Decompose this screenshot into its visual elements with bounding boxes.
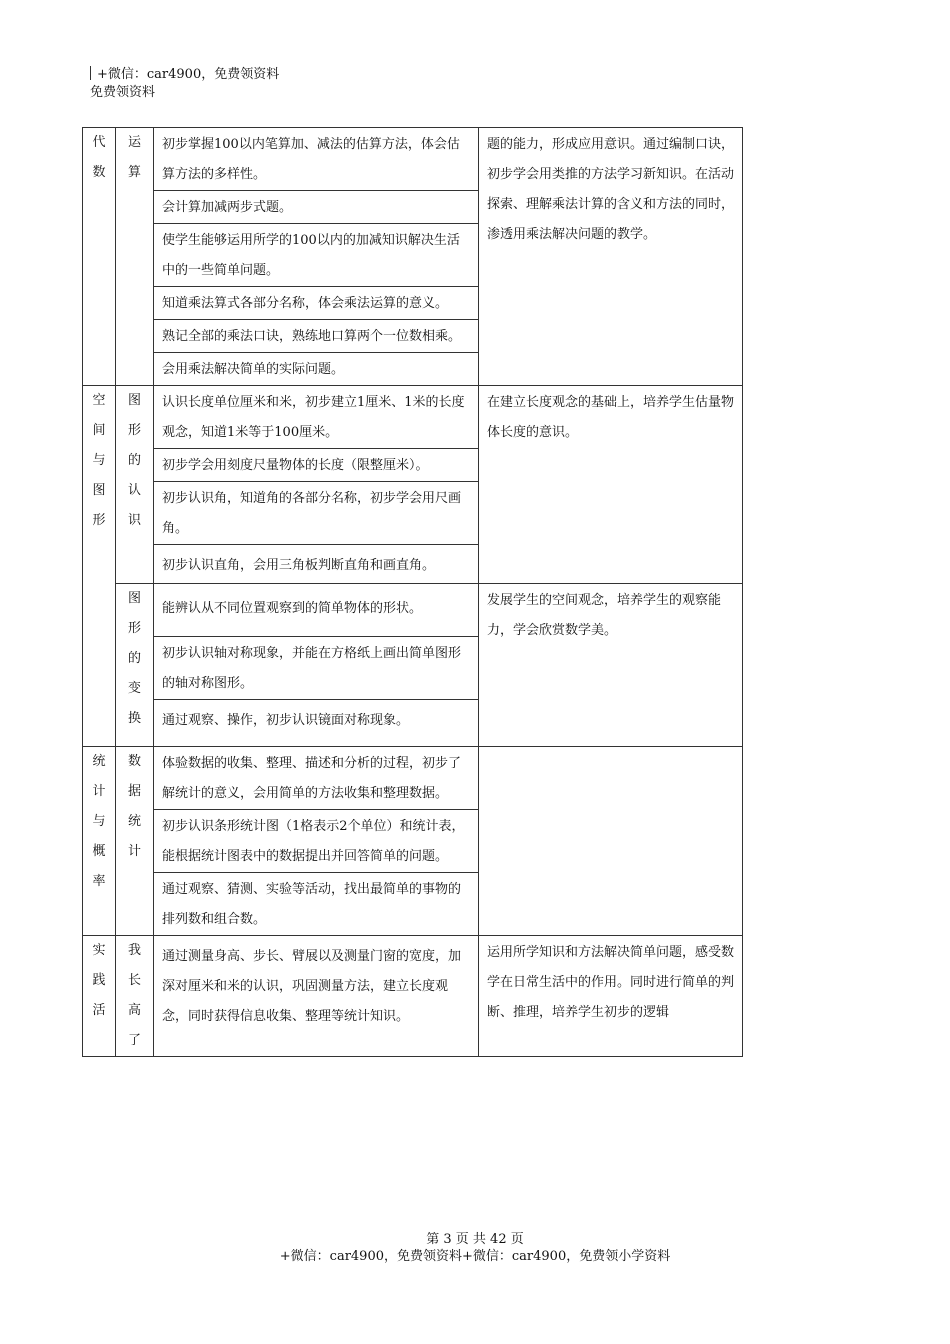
page-header: [90, 66, 279, 102]
content-cell: 初步学会用刻度尺量物体的长度（限整厘米）。: [154, 449, 479, 482]
content-cell: 认识长度单位厘米和米，初步建立1厘米、1米的长度观念，知道1米等于100厘米。: [154, 386, 479, 449]
content-cell: 初步掌握100以内笔算加、减法的估算方法，体会估算方法的多样性。: [154, 128, 479, 191]
subcategory-cell: 运算: [116, 128, 154, 386]
category-cell: 空间与图形: [83, 386, 116, 747]
content-cell: 初步认识轴对称现象，并能在方格纸上画出简单图形的轴对称图形。: [154, 637, 479, 700]
subcategory-cell: 数据统计: [116, 747, 154, 936]
goal-cell: 运用所学知识和方法解决简单问题，感受数学在日常生活中的作用。同时进行简单的判断、推理，培养学生初步的逻辑: [479, 936, 743, 1057]
table-row: [83, 747, 743, 810]
table-row: [83, 936, 743, 1057]
content-cell: 会用乘法解决简单的实际问题。: [154, 353, 479, 386]
goal-cell: [479, 747, 743, 936]
subcategory-cell: 图形的认识: [116, 386, 154, 584]
content-cell: 初步认识角，知道角的各部分名称，初步学会用尺画角。: [154, 482, 479, 545]
content-cell: 通过观察、猜测、实验等活动，找出最简单的事物的排列数和组合数。: [154, 873, 479, 936]
table-row: [83, 128, 743, 191]
table-row: [83, 584, 743, 637]
content-cell: 通过观察、操作，初步认识镜面对称现象。: [154, 700, 479, 747]
content-cell: 熟记全部的乘法口诀，熟练地口算两个一位数相乘。: [154, 320, 479, 353]
goal-cell: 发展学生的空间观念，培养学生的观察能力，学会欣赏数学美。: [479, 584, 743, 747]
text-cursor-icon: [90, 66, 91, 80]
table-row: [83, 386, 743, 449]
content-cell: 会计算加减两步式题。: [154, 191, 479, 224]
page-number: 第 3 页 共 42 页: [426, 1232, 524, 1247]
content-cell: 能辨认从不同位置观察到的简单物体的形状。: [154, 584, 479, 637]
subcategory-cell: 我长高了: [116, 936, 154, 1057]
category-cell: 代数: [83, 128, 116, 386]
category-cell: 实践活: [83, 936, 116, 1057]
header-line-1: +微信：car4900，免费领资料: [90, 66, 279, 84]
content-cell: 使学生能够运用所学的100以内的加减知识解决生活中的一些简单问题。: [154, 224, 479, 287]
curriculum-table: [82, 127, 743, 1057]
header-line-2: 免费领资料: [90, 85, 156, 100]
subcategory-cell: 图形的变换: [116, 584, 154, 747]
content-cell: 通过测量身高、步长、臂展以及测量门窗的宽度，加深对厘米和米的认识，巩固测量方法，建立长度观念，同时获得信息收集、整理等统计知识。: [154, 936, 479, 1057]
content-cell: 初步认识直角，会用三角板判断直角和画直角。: [154, 545, 479, 584]
category-cell: 统计与概率: [83, 747, 116, 936]
goal-cell: 在建立长度观念的基础上，培养学生估量物体长度的意识。: [479, 386, 743, 584]
goal-cell: 题的能力，形成应用意识。通过编制口诀，初步学会用类推的方法学习新知识。在活动探索、理解乘法计算的含义和方法的同时，渗透用乘法解决问题的教学。: [479, 128, 743, 386]
content-cell: 初步认识条形统计图（1格表示2个单位）和统计表，能根据统计图表中的数据提出并回答简单的问题。: [154, 810, 479, 873]
content-cell: 体验数据的收集、整理、描述和分析的过程，初步了解统计的意义，会用简单的方法收集和整理数据。: [154, 747, 479, 810]
content-cell: 知道乘法算式各部分名称，体会乘法运算的意义。: [154, 287, 479, 320]
footer-wechat: +微信：car4900，免费领资料+微信：car4900，免费领小学资料: [279, 1249, 671, 1264]
